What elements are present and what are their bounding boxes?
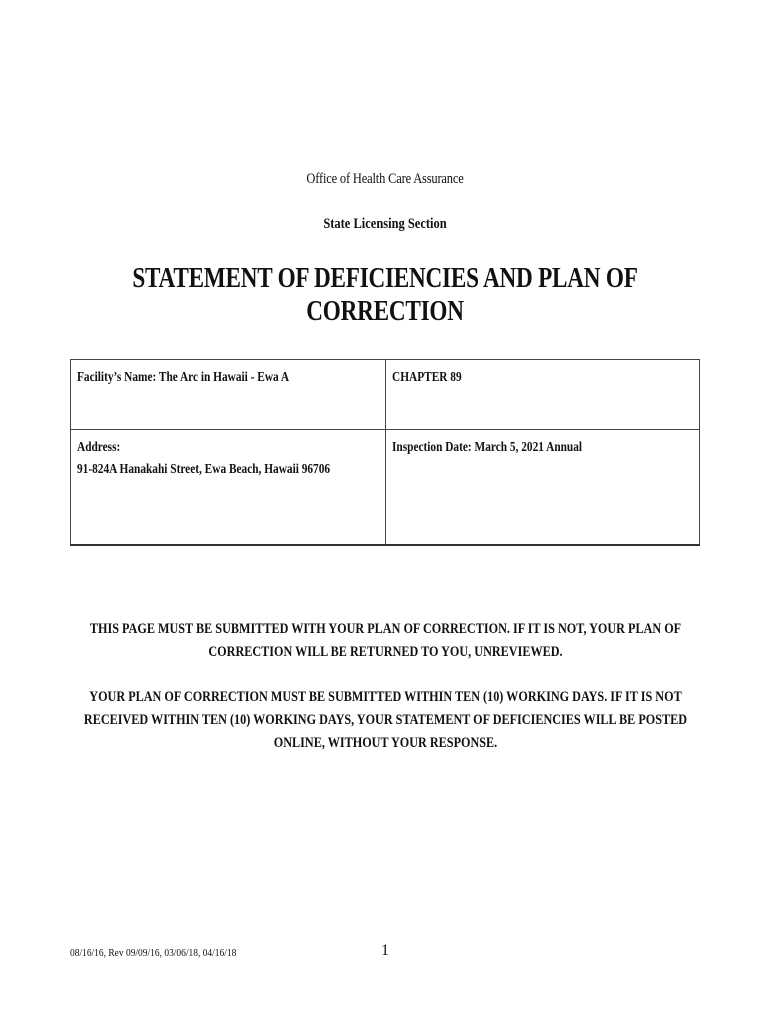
page-title: STATEMENT OF DEFICIENCIES AND PLAN OF CORRECTION	[132, 262, 638, 327]
submission-notice-text: THIS PAGE MUST BE SUBMITTED WITH YOUR PLAN OF CORRECTION. IF IT IS NOT, YOUR PLAN OF CORRECTION WILL BE RETURNED TO YOU, UNREVIEWED.	[89, 621, 682, 660]
facility-name-text: Facility’s Name: The Arc in Hawaii - Ewa A	[77, 369, 290, 384]
deadline-notice-text: YOUR PLAN OF CORRECTION MUST BE SUBMITTED WITHIN TEN (10) WORKING DAYS. IF IT IS NOT RECEIVED WITHIN TEN (10) WORKING DAYS, YOUR STATEMENT OF DEFICIENCIES WILL BE POSTED ONLINE, WITHOUT YOUR RESPONSE.	[83, 689, 688, 751]
chapter-text: CHAPTER 89	[392, 369, 462, 384]
address-value: 91-824A Hanakahi Street, Ewa Beach, Hawaii 96706	[77, 461, 331, 477]
address-label: Address:	[77, 439, 121, 455]
table-row	[71, 360, 700, 430]
facility-info-table	[70, 359, 700, 546]
table-row	[71, 430, 700, 545]
chapter-cell	[386, 360, 700, 430]
section-name: State Licensing Section	[323, 216, 447, 232]
submission-notice	[70, 618, 700, 664]
inspection-date-text: Inspection Date: March 5, 2021 Annual	[392, 439, 583, 455]
inspection-cell	[386, 430, 700, 545]
office-name: Office of Health Care Assurance	[306, 171, 464, 187]
revision-dates: 08/16/16, Rev 09/09/16, 03/06/18, 04/16/18	[70, 947, 237, 959]
deadline-notice	[70, 686, 700, 755]
page-number: 1	[381, 942, 389, 959]
address-cell	[71, 430, 386, 545]
facility-name-cell	[71, 360, 386, 430]
